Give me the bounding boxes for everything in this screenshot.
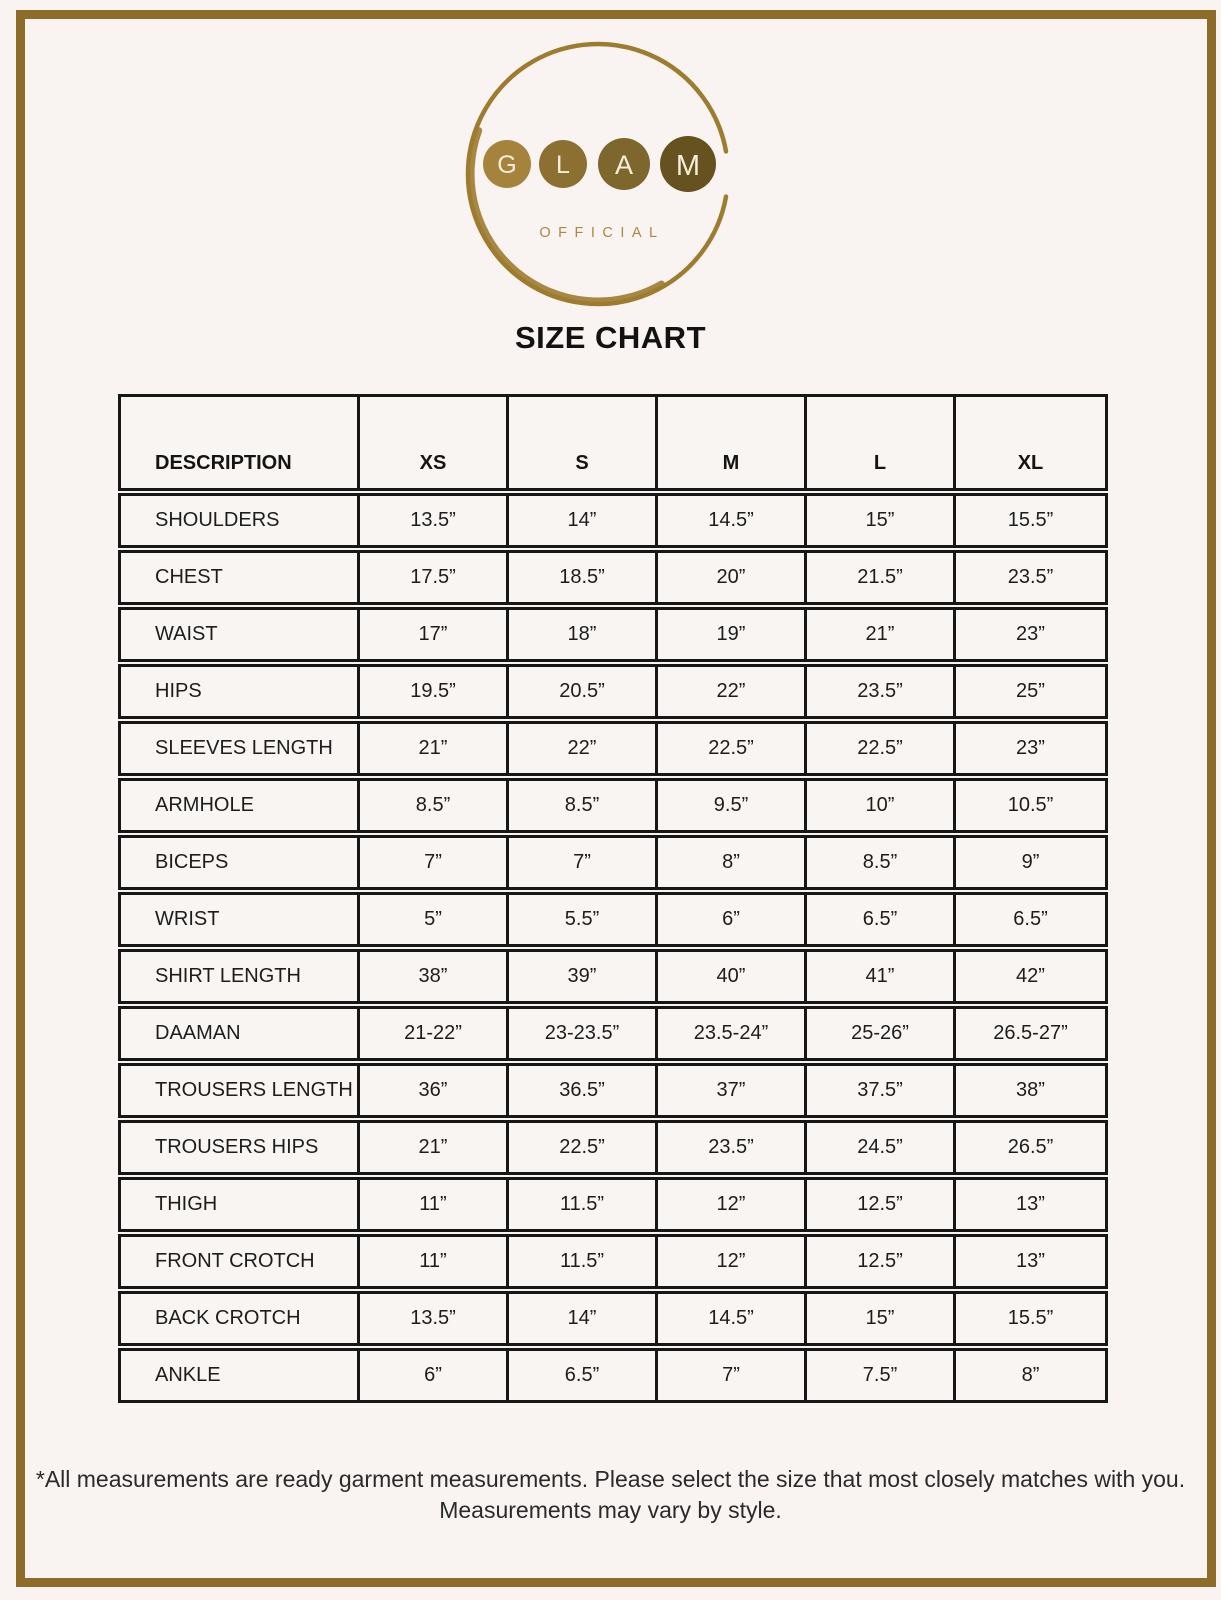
- cell-value: 8”: [658, 838, 807, 887]
- logo-letter-g: G: [497, 151, 517, 179]
- cell-value: 15.5”: [1007, 509, 1054, 531]
- cell-value: 40”: [658, 952, 807, 1001]
- cell-value: 25-26”: [807, 1009, 956, 1058]
- cell-value: 22.5”: [658, 724, 807, 773]
- footnote-line-1: *All measurements are ready garment measurements. Please select the size that most closely matches with you.: [35, 1466, 1186, 1492]
- table-row: [118, 1006, 1108, 1061]
- cell-value: 25”: [1016, 680, 1045, 702]
- size-chart-table: [118, 394, 1108, 1403]
- table-row: [118, 1291, 1108, 1346]
- cell-value: 11”: [360, 1237, 509, 1286]
- row-label: BICEPS: [121, 838, 360, 887]
- cell-value: 15”: [807, 1294, 956, 1343]
- cell-value: 21”: [360, 724, 509, 773]
- row-label: WAIST: [121, 610, 360, 659]
- row-label: THIGH: [121, 1180, 360, 1229]
- cell-value: 41”: [807, 952, 956, 1001]
- footnote-line-2: Measurements may vary by style.: [439, 1497, 782, 1523]
- row-label: DAAMAN: [121, 1009, 360, 1058]
- cell-value: 14.5”: [658, 496, 807, 545]
- cell-value: 9.5”: [658, 781, 807, 830]
- logo-letter-m: M: [675, 150, 701, 182]
- brand-logo: [448, 24, 748, 324]
- cell-value: 14”: [509, 496, 658, 545]
- cell-value: 6.5”: [509, 1351, 658, 1400]
- cell-value: 6.5”: [1013, 908, 1048, 930]
- header-cell-m: M: [658, 397, 807, 488]
- cell-value: 5”: [360, 895, 509, 944]
- cell-value: 18”: [509, 610, 658, 659]
- row-label: TROUSERS LENGTH: [121, 1066, 360, 1115]
- cell-value: 8”: [1021, 1364, 1040, 1386]
- row-label: HIPS: [121, 667, 360, 716]
- cell-value: 22.5”: [807, 724, 956, 773]
- cell-value: 13”: [1016, 1250, 1045, 1272]
- table-row: [118, 949, 1108, 1004]
- cell-value: 8.5”: [509, 781, 658, 830]
- cell-value: 9”: [1021, 851, 1040, 873]
- cell-value: 14”: [509, 1294, 658, 1343]
- cell-value: 7”: [360, 838, 509, 887]
- cell-value: 23.5”: [658, 1123, 807, 1172]
- table-row: [118, 835, 1108, 890]
- cell-value: 23.5-24”: [658, 1009, 807, 1058]
- cell-value: 12.5”: [807, 1237, 956, 1286]
- row-label: CHEST: [121, 553, 360, 602]
- cell-value: 38”: [1016, 1079, 1045, 1101]
- header-cell-description: DESCRIPTION: [121, 397, 360, 488]
- cell-value: 26.5”: [1007, 1136, 1054, 1158]
- cell-value: 7”: [509, 838, 658, 887]
- cell-value: 38”: [360, 952, 509, 1001]
- header-cell-l: L: [807, 397, 956, 488]
- cell-value: 15”: [807, 496, 956, 545]
- cell-value: 23”: [1016, 623, 1045, 645]
- header-cell-xs: XS: [360, 397, 509, 488]
- cell-value: 11.5”: [509, 1237, 658, 1286]
- table-row: [118, 493, 1108, 548]
- cell-value: 15.5”: [1007, 1307, 1054, 1329]
- row-label: BACK CROTCH: [121, 1294, 360, 1343]
- cell-value: 24.5”: [807, 1123, 956, 1172]
- cell-value: 22”: [658, 667, 807, 716]
- cell-value: 19”: [658, 610, 807, 659]
- cell-value: 8.5”: [807, 838, 956, 887]
- table-row: [118, 1177, 1108, 1232]
- cell-value: 39”: [509, 952, 658, 1001]
- cell-value: 21”: [360, 1123, 509, 1172]
- cell-value: 12.5”: [807, 1180, 956, 1229]
- cell-value: 10”: [807, 781, 956, 830]
- cell-value: 11.5”: [509, 1180, 658, 1229]
- cell-value: 23”: [1016, 737, 1045, 759]
- cell-value: 7.5”: [807, 1351, 956, 1400]
- row-label: FRONT CROTCH: [121, 1237, 360, 1286]
- cell-value: 20.5”: [509, 667, 658, 716]
- cell-value: 17.5”: [360, 553, 509, 602]
- row-label: TROUSERS HIPS: [121, 1123, 360, 1172]
- row-label: SHIRT LENGTH: [121, 952, 360, 1001]
- cell-value: 12”: [658, 1237, 807, 1286]
- row-label: ARMHOLE: [121, 781, 360, 830]
- cell-value: 11”: [360, 1180, 509, 1229]
- row-label: SLEEVES LENGTH: [121, 724, 360, 773]
- table-row: [118, 1063, 1108, 1118]
- logo-letter-a: A: [614, 150, 634, 180]
- table-header-row: [118, 394, 1108, 491]
- row-label: ANKLE: [121, 1351, 360, 1400]
- cell-value: 7”: [658, 1351, 807, 1400]
- cell-value: 21.5”: [807, 553, 956, 602]
- cell-value: 5.5”: [509, 895, 658, 944]
- cell-value: 13”: [1016, 1193, 1045, 1215]
- table-row: [118, 1348, 1108, 1403]
- cell-value: 21-22”: [360, 1009, 509, 1058]
- table-row: [118, 1120, 1108, 1175]
- cell-value: 19.5”: [360, 667, 509, 716]
- cell-value: 13.5”: [360, 496, 509, 545]
- cell-value: 17”: [360, 610, 509, 659]
- cell-value: 22.5”: [509, 1123, 658, 1172]
- table-row: [118, 721, 1108, 776]
- cell-value: 36.5”: [509, 1066, 658, 1115]
- table-row: [118, 550, 1108, 605]
- cell-value: 26.5-27”: [993, 1022, 1068, 1044]
- cell-value: 6.5”: [807, 895, 956, 944]
- row-label: WRIST: [121, 895, 360, 944]
- table-row: [118, 607, 1108, 662]
- cell-value: 13.5”: [360, 1294, 509, 1343]
- cell-value: 10.5”: [1007, 794, 1054, 816]
- table-row: [118, 1234, 1108, 1289]
- cell-value: 8.5”: [360, 781, 509, 830]
- logo-subtitle: OFFICIAL: [539, 225, 665, 241]
- cell-value: 23.5”: [807, 667, 956, 716]
- cell-value: 37.5”: [807, 1066, 956, 1115]
- cell-value: 6”: [658, 895, 807, 944]
- header-cell-xl: XL: [1017, 452, 1044, 474]
- cell-value: 23-23.5”: [509, 1009, 658, 1058]
- header-cell-s: S: [509, 397, 658, 488]
- cell-value: 42”: [1016, 965, 1045, 987]
- row-label: SHOULDERS: [121, 496, 360, 545]
- footnote: [0, 1464, 1221, 1526]
- cell-value: 14.5”: [658, 1294, 807, 1343]
- cell-value: 37”: [658, 1066, 807, 1115]
- table-row: [118, 892, 1108, 947]
- cell-value: 23.5”: [1007, 566, 1054, 588]
- cell-value: 12”: [658, 1180, 807, 1229]
- cell-value: 6”: [360, 1351, 509, 1400]
- logo-letter-l: L: [556, 151, 570, 179]
- table-row: [118, 664, 1108, 719]
- cell-value: 36”: [360, 1066, 509, 1115]
- page-title: SIZE CHART: [515, 320, 706, 355]
- cell-value: 22”: [509, 724, 658, 773]
- cell-value: 18.5”: [509, 553, 658, 602]
- cell-value: 20”: [658, 553, 807, 602]
- table-row: [118, 778, 1108, 833]
- cell-value: 21”: [807, 610, 956, 659]
